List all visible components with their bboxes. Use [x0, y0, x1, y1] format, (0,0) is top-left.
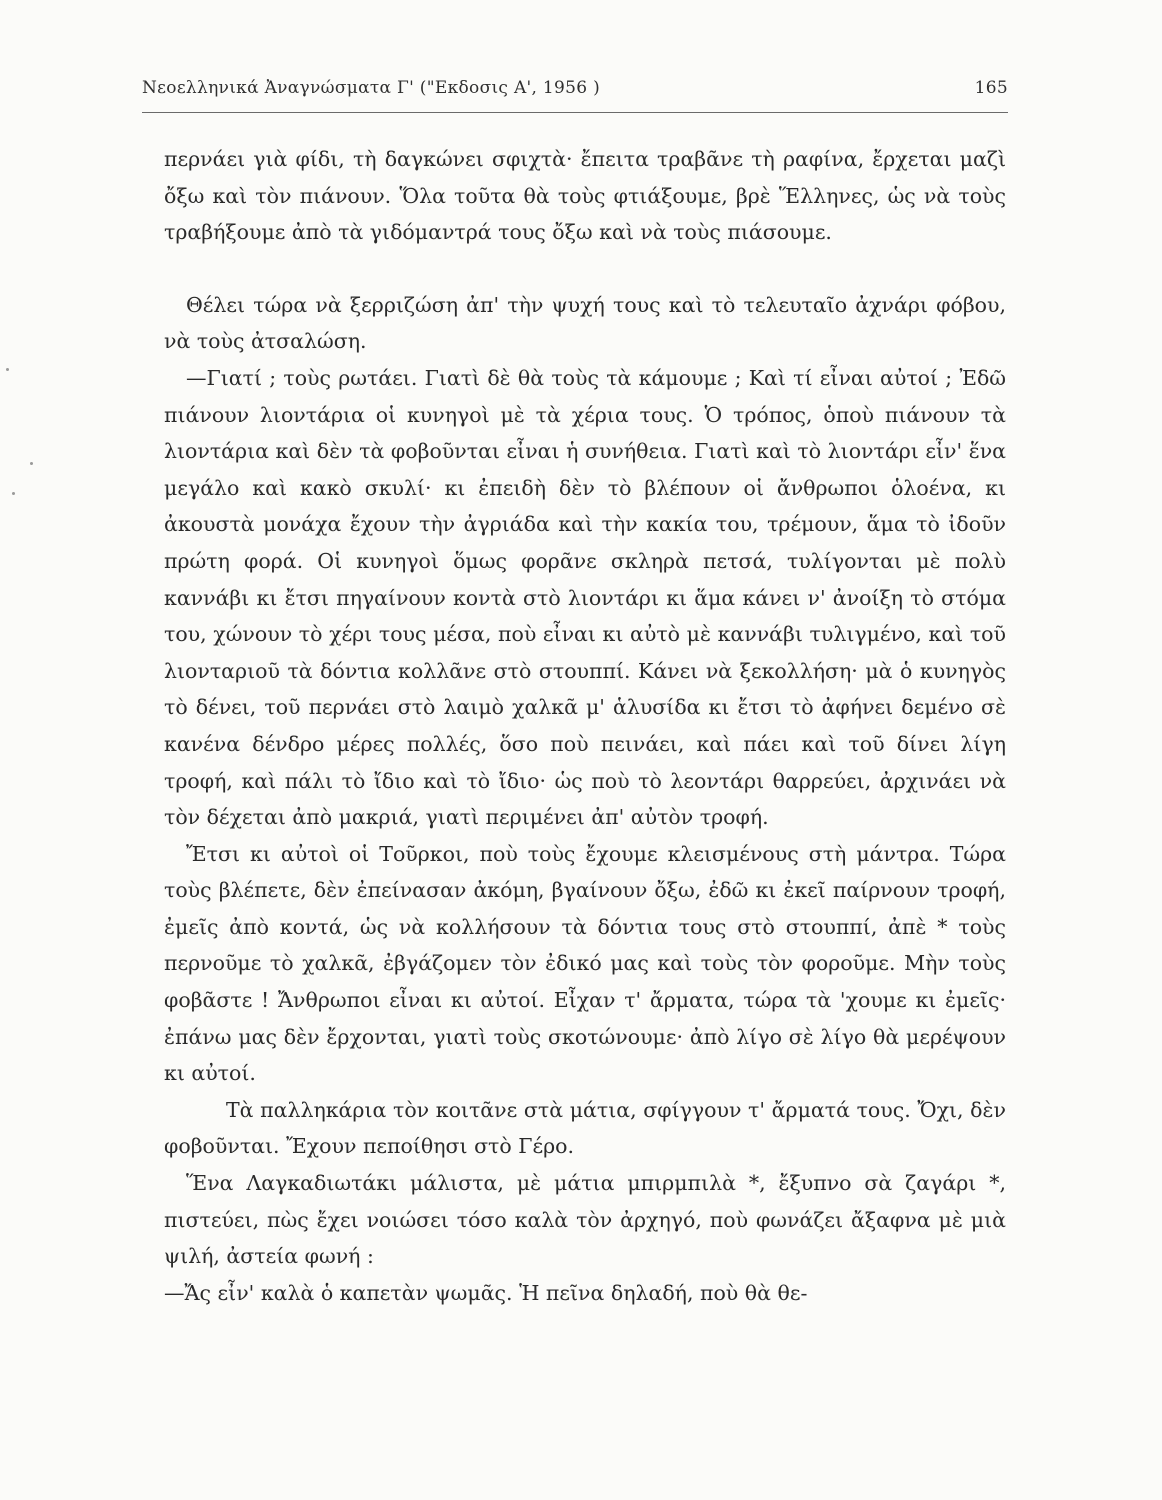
paragraph-3: —Γιατί ; τοὺς ρωτάει. Γιατὶ δὲ θὰ τοὺς τὰ κάμουμε ; Καὶ τί εἶναι αὐτοί ; Ἐδῶ πιάνουν λιοντάρια οἱ κυνηγοὶ μὲ τὰ χέρια τους. Ὁ τρόπος, ὁποὺ πιάνουν τὰ λιοντάρια καὶ δὲν τὰ φοβοῦνται εἶναι ἡ συνήθεια. Γιατὶ καὶ τὸ λιοντάρι εἶν' ἕνα μεγάλο καὶ κακὸ σκυλί· κι ἐπειδὴ δὲν τὸ βλέπουν οἱ ἄνθρωποι ὁλοένα, κι ἀκουστὰ μονάχα ἔχουν τὴν ἀγριάδα καὶ τὴν κακία του, τρέμουν, ἅμα τὸ ἰδοῦν πρώτη φορά. Οἱ κυνηγοὶ ὅμως φορᾶνε σκληρὰ πετσά, τυλίγονται μὲ πολὺ καννάβι κι ἔτσι πηγαίνουν κοντὰ στὸ λιοντάρι κι ἅμα κάνει ν' ἀνοίξη τὸ στόμα του, χώνουν τὸ χέρι τους μέσα, ποὺ εἶναι κι αὐτὸ μὲ καννάβι τυλιγμένο, καὶ τοῦ λιονταριοῦ τὰ δόντια κολλᾶνε στὸ στουππί. Κάνει νὰ ξεκολλήση· μὰ ὁ κυνηγὸς τὸ δένει, τοῦ περνάει στὸ λαιμὸ χαλκᾶ μ' ἁλυσίδα κι ἔτσι τὸ ἀφήνει δεμένο σὲ κανένα δένδρο μέρες πολλές, ὅσο ποὺ πεινάει, καὶ πάει καὶ τοῦ δίνει λίγη τροφή, καὶ πάλι τὸ ἴδιο καὶ τὸ ἴδιο· ὡς ποὺ τὸ λεοντάρι θαρρεύει, ἀρχινάει νὰ τὸν δέχεται ἀπὸ μακριά, γιατὶ περιμένει ἀπ' αὐτὸν τροφή. — [164, 365, 1006, 830]
header-rule — [142, 112, 1008, 113]
page-number: 165 — [974, 78, 1008, 98]
paragraph-4: Ἔτσι κι αὐτοὶ οἱ Τοῦρκοι, ποὺ τοὺς ἔχουμε κλεισμένους στὴ μάντρα. Τώρα τοὺς βλέπετε, δὲν ἐπείνασαν ἀκόμη, βγαίνουν ὄξω, ἐδῶ κι ἐκεῖ παίρνουν τροφή, ἐμεῖς ἀπὸ κοντά, ὡς νὰ κολλήσουν τὰ δόντια τους στὸ στουππί, ἀπὲ * τοὺς περνοῦμε τὸ χαλκᾶ, ἐβγάζομεν τὸν ἐδικό μας καὶ τοὺς τὸν φοροῦμε. Μὴν τοὺς φοβᾶστε ! Ἄνθρωποι εἶναι κι αὐτοί. Εἶχαν τ' ἄρματα, τώρα τὰ 'χουμε κι ἐμεῖς· ἐπάνω μας δὲν ἔρχονται, γιατὶ τοὺς σκοτώνουμε· ἀπὸ λίγο σὲ λίγο θὰ μερέψουν κι αὐτοί. — [164, 841, 1006, 1086]
scan-speck — [12, 492, 15, 495]
paragraph-2: Θέλει τώρα νὰ ξερριζώση ἀπ' τὴν ψυχή τους καὶ τὸ τελευταῖο ἀχνάρι φόβου, νὰ τοὺς ἀτσαλώση. — [164, 292, 1006, 354]
scan-speck — [30, 462, 33, 465]
page-body — [164, 141, 1006, 1311]
scan-speck — [6, 368, 9, 371]
paragraph-1: περνάει γιὰ φίδι, τὴ δαγκώνει σφιχτὰ· ἔπειτα τραβᾶνε τὴ ραφίνα, ἔρχεται μαζὶ ὄξω καὶ τὸν πιάνουν. Ὅλα τοῦτα θὰ τοὺς φτιάξουμε, βρὲ Ἕλληνες, ὡς νὰ τοὺς τραβήξουμε ἀπὸ τὰ γιδόμαντρά τους ὄξω καὶ νὰ τοὺς πιάσουμε. — [164, 147, 1006, 245]
paragraph-6: Ἕνα Λαγκαδιωτάκι μάλιστα, μὲ μάτια μπιρμπιλὰ *, ἔξυπνο σὰ ζαγάρι *, πιστεύει, πὼς ἔχει νοιώσει τόσο καλὰ τὸν ἀρχηγό, ποὺ φωνάζει ἄξαφνα μὲ μιὰ ψιλή, ἀστεία φωνή : — [164, 1171, 1006, 1269]
running-title: Νεοελληνικά Ἀναγνώσματα Γ' ("Εκδοσις Α', 1956 ) — [142, 78, 601, 98]
running-header — [142, 78, 1008, 102]
paragraph-5: Τὰ παλληκάρια τὸν κοιτᾶνε στὰ μάτια, σφίγγουν τ' ἄρματά τους. Ὄχι, δὲν φοβοῦνται. Ἔχουν πεποίθησι στὸ Γέρο. — [164, 1097, 1006, 1159]
paragraph-7: —Ἄς εἶν' καλὰ ὁ καπετὰν ψωμᾶς. Ἡ πεῖνα δηλαδή, ποὺ θὰ θε- — [164, 1280, 808, 1305]
